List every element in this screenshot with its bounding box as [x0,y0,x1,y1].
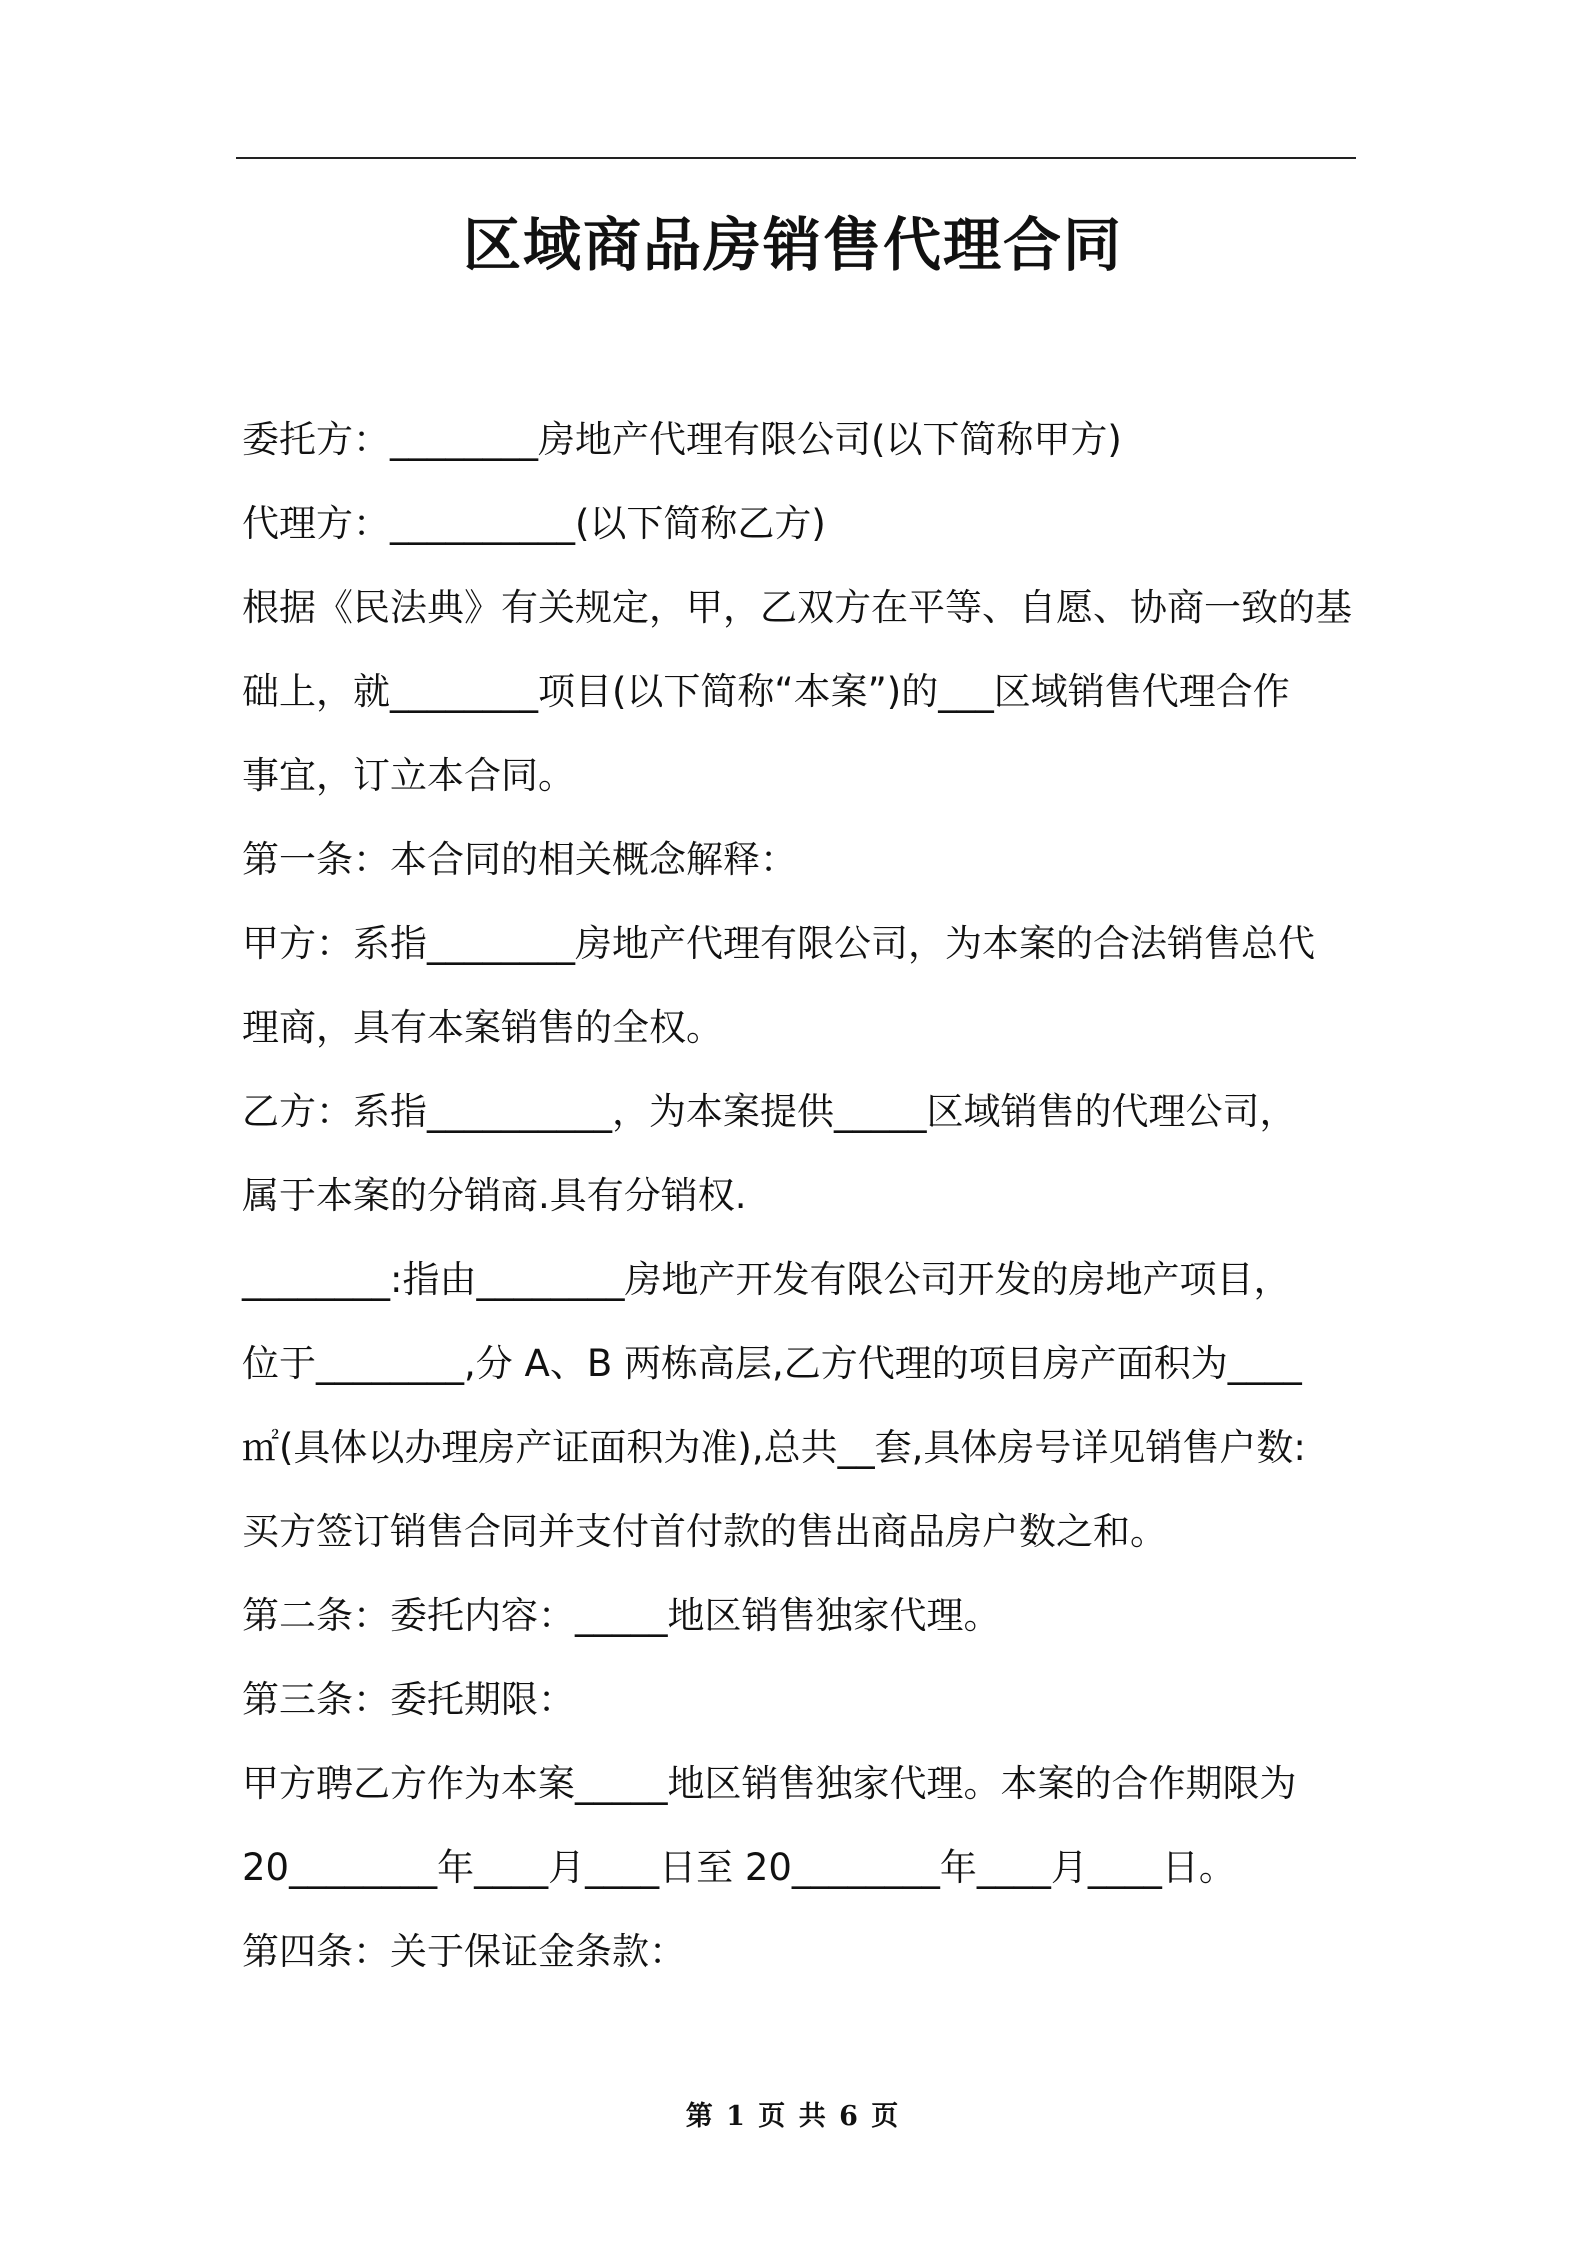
preamble-line-1: 根据《民法典》有关规定，甲，乙双方在平等、自愿、协商一致的基 [242,586,1352,629]
party-b-definition-line-2: 属于本案的分销商.具有分销权. [242,1174,747,1217]
article-3-heading: 第三条：委托期限： [242,1678,575,1721]
preamble-line-2: 础上，就________项目(以下简称“本案”)的___区域销售代理合作 [242,670,1290,713]
party-a-definition-line-2: 理商，具有本案销售的全权。 [242,1006,723,1049]
project-definition-line-2: 位于________,分 A、B 两栋高层,乙方代理的项目房产面积为____ [242,1342,1302,1385]
article-3-line-1: 甲方聘乙方作为本案_____地区销售独家代理。本案的合作期限为 [242,1762,1297,1805]
page-number: 第 1 页 共 6 页 [685,2101,901,2132]
document-title: 区域商品房销售代理合同 [462,211,1123,279]
project-definition-line-1: ________:指由________房地产开发有限公司开发的房地产项目， [242,1258,1291,1301]
article-3-line-2: 20________年____月____日至 20________年____月____日。 [242,1846,1236,1889]
clause-principal: 委托方：________房地产代理有限公司(以下简称甲方) [242,418,1122,461]
party-b-definition-line-1: 乙方：系指__________，为本案提供_____区域销售的代理公司， [242,1090,1297,1133]
project-definition-line-4: 买方签订销售合同并支付首付款的售出商品房户数之和。 [242,1510,1167,1553]
article-2: 第二条：委托内容：_____地区销售独家代理。 [242,1594,1001,1637]
party-a-definition-line-1: 甲方：系指________房地产代理有限公司，为本案的合法销售总代 [242,922,1315,965]
document-body [242,398,1358,1994]
preamble-line-3: 事宜，订立本合同。 [242,754,575,797]
article-4-heading: 第四条：关于保证金条款： [242,1930,686,1973]
clause-agent: 代理方：__________(以下简称乙方) [242,502,826,545]
project-definition-line-3: ㎡(具体以办理房产证面积为准),总共__套,具体房号详见销售户数: [242,1426,1306,1469]
article-1-heading: 第一条：本合同的相关概念解释： [242,838,797,881]
header-rule [236,157,1356,159]
